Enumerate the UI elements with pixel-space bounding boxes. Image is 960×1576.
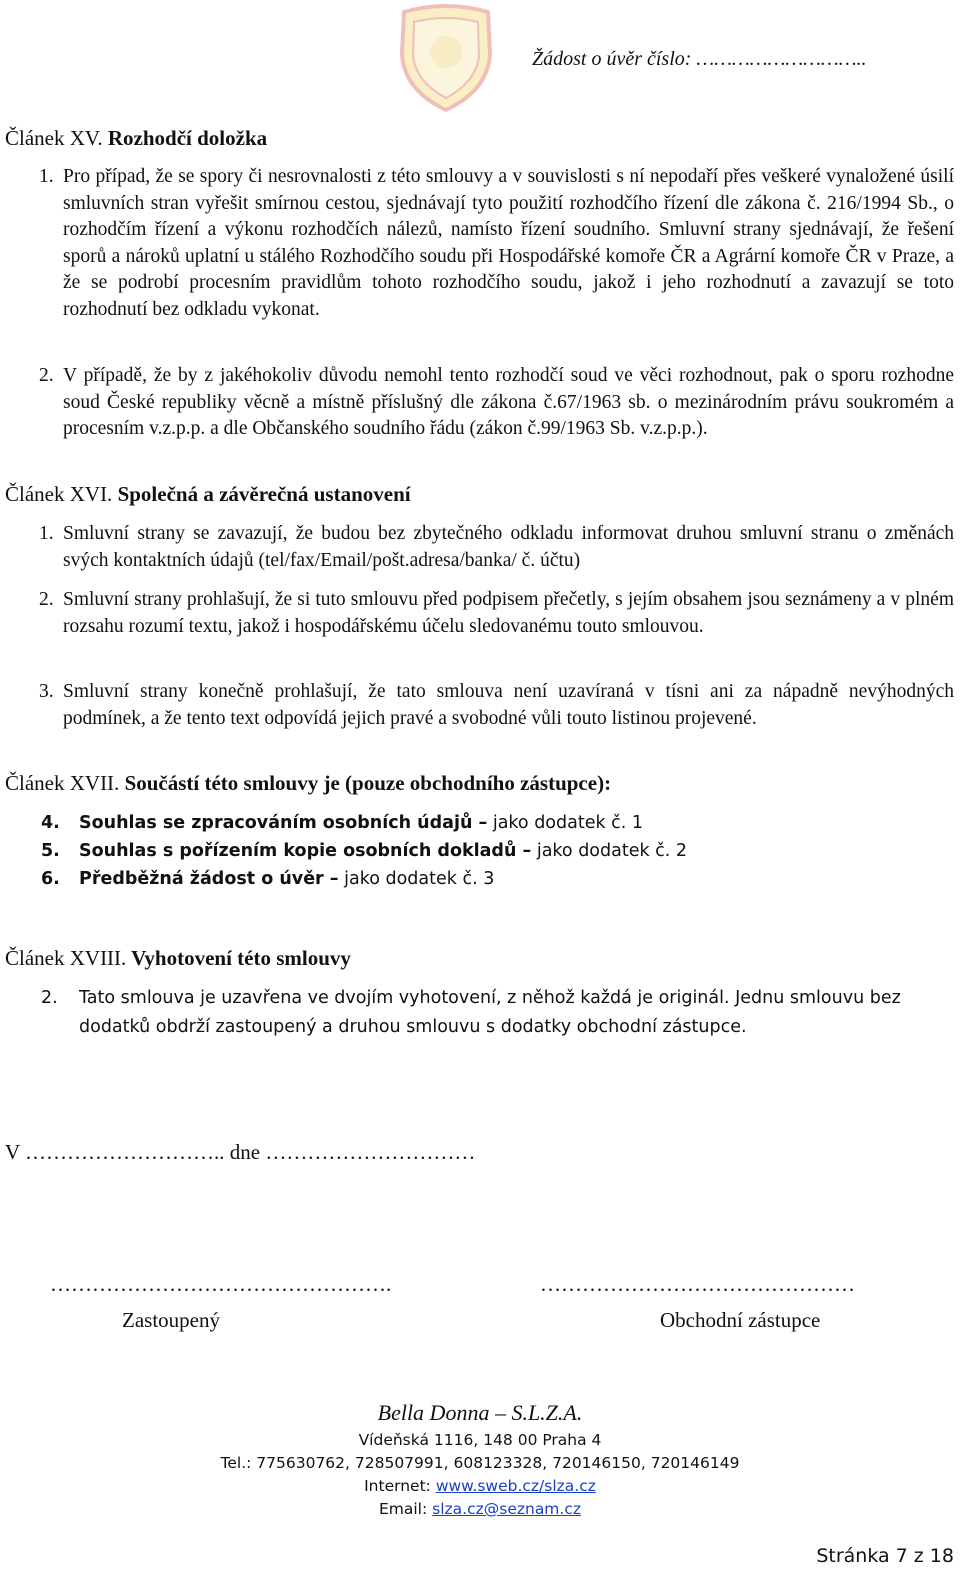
article-16-title: Společná a závěrečná ustanovení bbox=[117, 482, 411, 506]
paragraph-text: Smluvní strany prohlašují, že si tuto smlouvu před podpisem přečetly, s jejím obsahem jsou seznámeny a v plném rozsahu rozumí textu, jakož i hospodářskému účelu sledovanému touto smlouvou. bbox=[63, 589, 954, 637]
article-18-number: Článek XVIII. bbox=[5, 946, 127, 970]
appendix-item bbox=[41, 841, 688, 861]
appendix-item-ref: jako dodatek č. 2 bbox=[531, 841, 688, 861]
email-label: Email: bbox=[378, 1500, 433, 1518]
company-internet bbox=[0, 1477, 960, 1495]
article-18-title: Vyhotovení této smlouvy bbox=[131, 946, 351, 970]
company-name: Bella Donna – S.L.Z.A. bbox=[377, 1400, 583, 1425]
article-15-heading bbox=[5, 126, 267, 151]
appendix-item-ref: jako dodatek č. 1 bbox=[487, 813, 644, 833]
paragraph-number: 2. bbox=[41, 988, 58, 1008]
appendix-item-title: Souhlas s pořízením kopie osobních dokladů – bbox=[79, 841, 532, 861]
appendix-item-title: Souhlas se zpracováním osobních údajů – bbox=[79, 813, 488, 833]
page-number: Stránka 7 z 18 bbox=[816, 1545, 954, 1567]
paragraph-number: 2. bbox=[39, 589, 54, 610]
paragraph-number: 1. bbox=[39, 523, 54, 544]
signature-label-agent: Obchodní zástupce bbox=[660, 1308, 821, 1332]
paragraph-number: 1. bbox=[39, 166, 54, 187]
appendix-item bbox=[41, 869, 495, 889]
appendix-item-title: Předběžná žádost o úvěr – bbox=[79, 869, 339, 889]
signature-line-left: …………………………………………. bbox=[50, 1272, 392, 1296]
loan-request-number: Žádost o úvěr číslo: ……………………….. bbox=[532, 48, 867, 70]
article-18-heading bbox=[5, 946, 351, 971]
signature-label-represented: Zastoupený bbox=[122, 1308, 220, 1332]
company-address: Vídeňská 1116, 148 00 Praha 4 bbox=[358, 1431, 602, 1449]
company-email bbox=[0, 1500, 960, 1518]
paragraph-number: 3. bbox=[39, 681, 54, 702]
appendix-item-number: 4. bbox=[41, 813, 60, 833]
paragraph-number: 2. bbox=[39, 365, 54, 386]
article-17-heading bbox=[5, 771, 611, 796]
article-17-title: Součástí této smlouvy je (pouze obchodního zástupce): bbox=[124, 771, 612, 795]
article-18-paragraph bbox=[41, 984, 954, 1042]
company-logo bbox=[390, 2, 502, 114]
paragraph-text: Tato smlouva je uzavřena ve dvojím vyhotovení, z něhož každá je originál. Jednu smlouvu bez dodatků obdrží zastoupený a druhou smlouvu s dodatky obchodní zástupce. bbox=[79, 988, 901, 1037]
place-and-date-line: V ……………………….. dne ………………………… bbox=[5, 1140, 476, 1164]
email-link[interactable]: slza.cz@seznam.cz bbox=[432, 1500, 581, 1518]
article-16-paragraph-3 bbox=[39, 679, 954, 732]
appendix-item-number: 6. bbox=[41, 869, 60, 889]
paragraph-text: V případě, že by z jakéhokoliv důvodu nemohl tento rozhodčí soud ve věci rozhodnout, pak o sporu rozhodne soud České republiky věcně a místně příslušný dle zákona č.67/1963 sb. o mezinárodním právu soukromém a procesním v.z.p.p. a dle Občanského soudního řádu (zákon č.99/1963 Sb. v.z.p.p.). bbox=[63, 365, 954, 439]
article-15-paragraph-2 bbox=[39, 363, 954, 443]
appendix-item bbox=[41, 813, 644, 833]
article-16-paragraph-2 bbox=[39, 587, 954, 640]
article-15-number: Článek XV. bbox=[5, 126, 103, 150]
article-15-title: Rozhodčí doložka bbox=[107, 126, 268, 150]
article-16-heading bbox=[5, 482, 411, 507]
paragraph-text: Smluvní strany konečně prohlašují, že tato smlouva není uzavíraná v tísni ani za nápadně nevýhodných podmínek, a že tento text odpovídá jejich pravé a svobodné vůli touto listinou projevené. bbox=[63, 681, 954, 729]
appendix-item-number: 5. bbox=[41, 841, 60, 861]
company-phones: Tel.: 775630762, 728507991, 608123328, 720146150, 720146149 bbox=[220, 1454, 740, 1472]
article-17-number: Článek XVII. bbox=[5, 771, 120, 795]
article-16-paragraph-1 bbox=[39, 521, 954, 574]
paragraph-text: Pro případ, že se spory či nesrovnalosti z této smlouvy a v souvislosti s ní nepodaří přes veškeré vynaložené úsilí smluvních stran vyřešit smírnou cestou, sjednávají tyto použití rozhodčího řízení dle zákona č. 216/1994 Sb., o rozhodčím řízení a výkonu rozhodčích nálezů, namísto řízení soudního. Smluvní strany sjednávají, že řešení sporů a nároků uplatní u stálého Rozhodčího soudu při Hospodářské komoře ČR a Agrární komoře ČR v Praze, a že se podrobí procesním pravidlům tohoto rozhodčího soudu, jakož i jeho rozhodnutí a zavazují se toto rozhodnutí bez odkladu vykonat. bbox=[63, 166, 954, 320]
signature-line-right: ……………………………………… bbox=[540, 1272, 855, 1296]
article-16-number: Článek XVI. bbox=[5, 482, 113, 506]
internet-label: Internet: bbox=[364, 1477, 436, 1495]
paragraph-text: Smluvní strany se zavazují, že budou bez zbytečného odkladu informovat druhou smluvní stranu o změnách svých kontaktních údajů (tel/fax/Email/pošt.adresa/banka/ č. účtu) bbox=[63, 523, 954, 571]
appendix-item-ref: jako dodatek č. 3 bbox=[338, 869, 495, 889]
article-15-paragraph-1 bbox=[39, 164, 954, 323]
website-link[interactable]: www.sweb.cz/slza.cz bbox=[435, 1477, 596, 1495]
